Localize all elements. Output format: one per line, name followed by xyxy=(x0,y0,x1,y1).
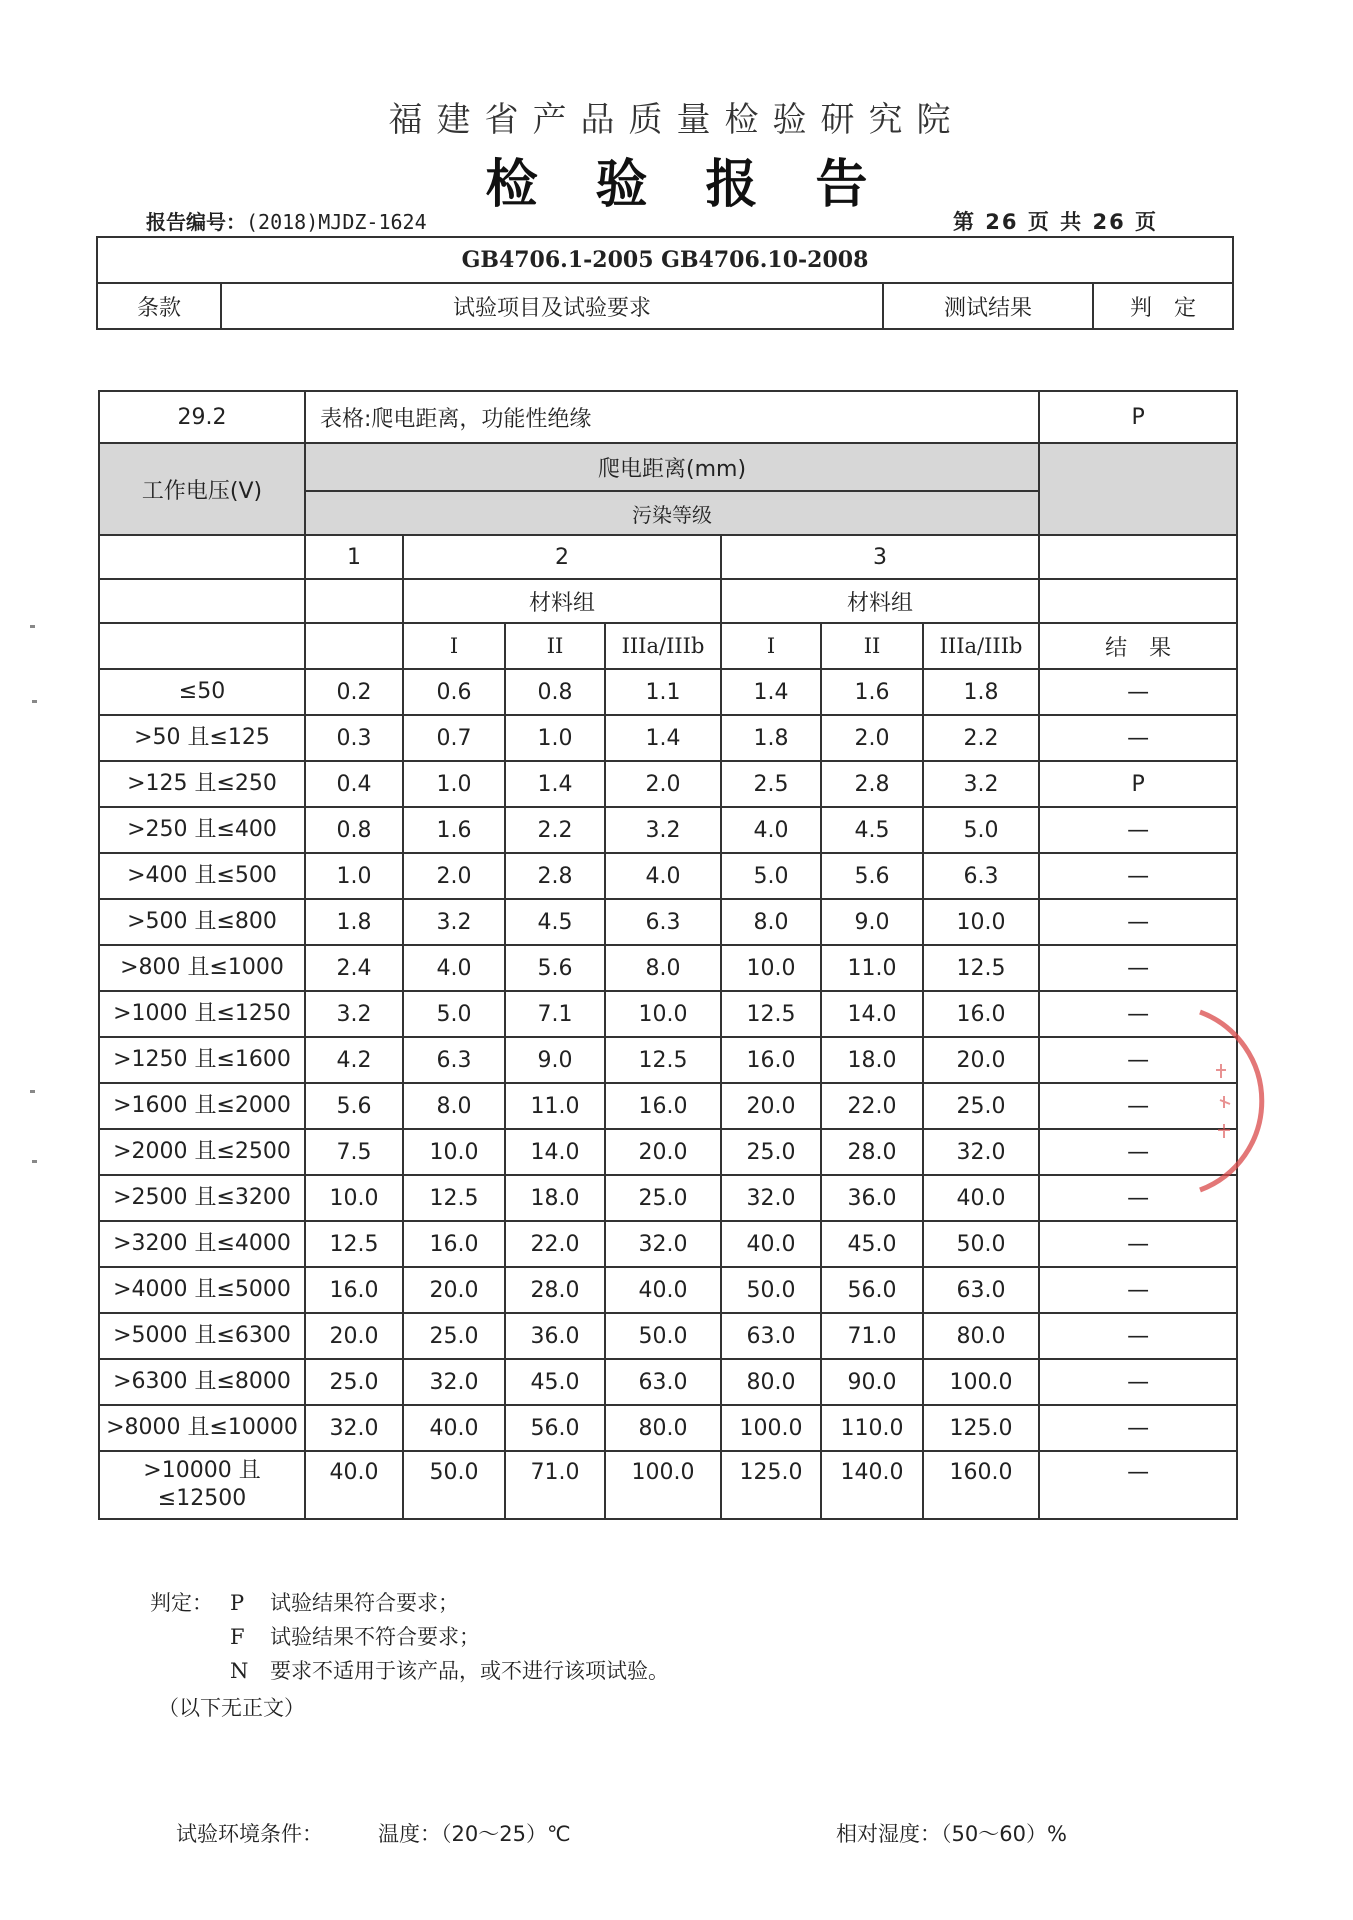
creepage-value: 1.0 xyxy=(305,853,403,899)
creepage-value: 12.5 xyxy=(403,1175,505,1221)
voltage-range: >2500 且≤3200 xyxy=(99,1175,305,1221)
creepage-value: 56.0 xyxy=(821,1267,923,1313)
creepage-value: 40.0 xyxy=(305,1451,403,1519)
row-result: — xyxy=(1039,1313,1237,1359)
creepage-value: 5.6 xyxy=(305,1083,403,1129)
row-result: P xyxy=(1039,761,1237,807)
row-result: — xyxy=(1039,1451,1237,1519)
material-group: II xyxy=(821,623,923,669)
row-result: — xyxy=(1039,1359,1237,1405)
verdict-legend xyxy=(150,1586,669,1688)
creepage-value: 3.2 xyxy=(403,899,505,945)
working-voltage-header: 工作电压(V) xyxy=(99,443,305,535)
creepage-value: 28.0 xyxy=(821,1129,923,1175)
voltage-range: >4000 且≤5000 xyxy=(99,1267,305,1313)
creepage-value: 20.0 xyxy=(605,1129,721,1175)
blank-cell xyxy=(305,579,403,623)
clause-number: 29.2 xyxy=(99,391,305,443)
creepage-value: 4.0 xyxy=(403,945,505,991)
creepage-value: 50.0 xyxy=(403,1451,505,1519)
creepage-value: 0.4 xyxy=(305,761,403,807)
creepage-value: 1.0 xyxy=(403,761,505,807)
voltage-range: >400 且≤500 xyxy=(99,853,305,899)
voltage-range: >10000 且 ≤12500 xyxy=(99,1451,305,1519)
voltage-range: >1600 且≤2000 xyxy=(99,1083,305,1129)
blank-cell xyxy=(1039,535,1237,579)
creepage-value: 45.0 xyxy=(821,1221,923,1267)
table-row xyxy=(99,991,1237,1037)
creepage-value: 1.0 xyxy=(505,715,605,761)
creepage-value: 7.1 xyxy=(505,991,605,1037)
creepage-value: 2.4 xyxy=(305,945,403,991)
creepage-value: 1.4 xyxy=(605,715,721,761)
creepage-value: 3.2 xyxy=(605,807,721,853)
col-clause: 条款 xyxy=(97,283,221,329)
material-group: IIIa/IIIb xyxy=(605,623,721,669)
creepage-value: 63.0 xyxy=(721,1313,821,1359)
creepage-value: 40.0 xyxy=(403,1405,505,1451)
creepage-value: 12.5 xyxy=(605,1037,721,1083)
creepage-value: 10.0 xyxy=(923,899,1039,945)
row-result: — xyxy=(1039,1221,1237,1267)
creepage-value: 1.4 xyxy=(505,761,605,807)
table-row xyxy=(99,715,1237,761)
creepage-value: 2.0 xyxy=(821,715,923,761)
creepage-value: 0.6 xyxy=(403,669,505,715)
creepage-value: 1.8 xyxy=(305,899,403,945)
material-group-label: 材料组 xyxy=(721,579,1039,623)
table-row xyxy=(99,853,1237,899)
standard-number: GB4706.1-2005 GB4706.10-2008 xyxy=(97,237,1233,283)
table-row xyxy=(99,1359,1237,1405)
voltage-range: >800 且≤1000 xyxy=(99,945,305,991)
environment-label: 试验环境条件： xyxy=(176,1822,323,1846)
creepage-value: 6.3 xyxy=(923,853,1039,899)
scan-speck xyxy=(32,700,37,703)
creepage-value: 2.5 xyxy=(721,761,821,807)
creepage-value: 3.2 xyxy=(305,991,403,1037)
creepage-value: 18.0 xyxy=(505,1175,605,1221)
creepage-value: 50.0 xyxy=(605,1313,721,1359)
creepage-value: 25.0 xyxy=(721,1129,821,1175)
creepage-value: 20.0 xyxy=(305,1313,403,1359)
pollution-level-3: 3 xyxy=(721,535,1039,579)
shaded-blank xyxy=(1039,443,1237,535)
voltage-range: >500 且≤800 xyxy=(99,899,305,945)
creepage-value: 50.0 xyxy=(923,1221,1039,1267)
creepage-value: 50.0 xyxy=(721,1267,821,1313)
pollution-degree-header: 污染等级 xyxy=(305,491,1039,535)
row-result: — xyxy=(1039,669,1237,715)
report-title: 检验报告 xyxy=(485,155,926,215)
creepage-value: 36.0 xyxy=(821,1175,923,1221)
voltage-range: ≤50 xyxy=(99,669,305,715)
legend-text: 试验结果不符合要求； xyxy=(270,1625,480,1649)
voltage-range: >8000 且≤10000 xyxy=(99,1405,305,1451)
blank-cell xyxy=(1039,579,1237,623)
report-number xyxy=(146,206,427,235)
legend-code: F xyxy=(230,1625,245,1649)
creepage-value: 11.0 xyxy=(505,1083,605,1129)
creepage-value: 1.1 xyxy=(605,669,721,715)
creepage-value: 28.0 xyxy=(505,1267,605,1313)
creepage-value: 0.3 xyxy=(305,715,403,761)
row-result: — xyxy=(1039,1083,1237,1129)
blank-cell xyxy=(99,535,305,579)
creepage-value: 56.0 xyxy=(505,1405,605,1451)
creepage-value: 2.2 xyxy=(923,715,1039,761)
table-row xyxy=(99,945,1237,991)
creepage-value: 8.0 xyxy=(605,945,721,991)
material-group-label: 材料组 xyxy=(403,579,721,623)
creepage-value: 32.0 xyxy=(721,1175,821,1221)
report-number-value: (2018)MJDZ-1624 xyxy=(246,210,427,234)
creepage-value: 100.0 xyxy=(605,1451,721,1519)
scan-speck xyxy=(32,1160,37,1163)
voltage-range: >1250 且≤1600 xyxy=(99,1037,305,1083)
creepage-value: 125.0 xyxy=(923,1405,1039,1451)
row-result: — xyxy=(1039,1405,1237,1451)
creepage-value: 11.0 xyxy=(821,945,923,991)
creepage-value: 63.0 xyxy=(605,1359,721,1405)
creepage-value: 80.0 xyxy=(721,1359,821,1405)
page-info: 第 26 页 共 26 页 xyxy=(952,210,1158,234)
row-result: — xyxy=(1039,1175,1237,1221)
creepage-value: 71.0 xyxy=(505,1451,605,1519)
blank-cell xyxy=(99,579,305,623)
material-group: I xyxy=(403,623,505,669)
scan-speck xyxy=(30,625,35,628)
creepage-value: 1.6 xyxy=(403,807,505,853)
creepage-value: 10.0 xyxy=(403,1129,505,1175)
humidity-range: 相对湿度：（50～60）% xyxy=(836,1822,1067,1846)
pollution-level-2: 2 xyxy=(403,535,721,579)
creepage-value: 1.8 xyxy=(721,715,821,761)
creepage-value: 22.0 xyxy=(821,1083,923,1129)
table-row xyxy=(99,1313,1237,1359)
creepage-value: 25.0 xyxy=(403,1313,505,1359)
row-result: — xyxy=(1039,945,1237,991)
creepage-value: 110.0 xyxy=(821,1405,923,1451)
legend-text: 要求不适用于该产品，或不进行该项试验。 xyxy=(270,1659,669,1683)
voltage-range: >2000 且≤2500 xyxy=(99,1129,305,1175)
creepage-value: 40.0 xyxy=(721,1221,821,1267)
creepage-value: 16.0 xyxy=(403,1221,505,1267)
scan-speck xyxy=(30,1090,35,1093)
temperature-range: 温度：（20～25）℃ xyxy=(378,1822,571,1846)
legend-code: P xyxy=(230,1591,245,1615)
creepage-value: 2.0 xyxy=(403,853,505,899)
blank-cell xyxy=(305,623,403,669)
legend-label: 判定： xyxy=(150,1591,213,1615)
creepage-value: 4.5 xyxy=(505,899,605,945)
legend-row xyxy=(150,1620,669,1654)
creepage-value: 4.0 xyxy=(605,853,721,899)
voltage-range: >1000 且≤1250 xyxy=(99,991,305,1037)
creepage-value: 6.3 xyxy=(403,1037,505,1083)
table-row xyxy=(99,1083,1237,1129)
creepage-value: 16.0 xyxy=(923,991,1039,1037)
row-result: — xyxy=(1039,853,1237,899)
row-result: — xyxy=(1039,715,1237,761)
creepage-value: 20.0 xyxy=(721,1083,821,1129)
col-verdict: 判 定 xyxy=(1093,283,1233,329)
creepage-value: 40.0 xyxy=(605,1267,721,1313)
voltage-range: >3200 且≤4000 xyxy=(99,1221,305,1267)
row-result: — xyxy=(1039,899,1237,945)
creepage-value: 25.0 xyxy=(923,1083,1039,1129)
creepage-value: 5.6 xyxy=(821,853,923,899)
report-number-label: 报告编号： xyxy=(146,210,246,234)
creepage-value: 1.8 xyxy=(923,669,1039,715)
row-result: — xyxy=(1039,1037,1237,1083)
material-group: I xyxy=(721,623,821,669)
table-title: 表格:爬电距离，功能性绝缘 xyxy=(305,391,1039,443)
creepage-value: 9.0 xyxy=(505,1037,605,1083)
table-row xyxy=(99,1267,1237,1313)
creepage-value: 2.0 xyxy=(605,761,721,807)
row-result: — xyxy=(1039,991,1237,1037)
creepage-value: 22.0 xyxy=(505,1221,605,1267)
creepage-value: 0.8 xyxy=(505,669,605,715)
creepage-value: 4.2 xyxy=(305,1037,403,1083)
creepage-value: 90.0 xyxy=(821,1359,923,1405)
data-rows xyxy=(99,669,1237,1519)
creepage-value: 80.0 xyxy=(605,1405,721,1451)
voltage-range: >125 且≤250 xyxy=(99,761,305,807)
table-row xyxy=(99,1405,1237,1451)
creepage-value: 1.4 xyxy=(721,669,821,715)
creepage-value: 16.0 xyxy=(721,1037,821,1083)
header-table xyxy=(96,236,1234,330)
table-row xyxy=(99,1037,1237,1083)
creepage-value: 10.0 xyxy=(305,1175,403,1221)
creepage-value: 0.2 xyxy=(305,669,403,715)
creepage-value: 100.0 xyxy=(721,1405,821,1451)
legend-row xyxy=(150,1586,669,1620)
creepage-value: 140.0 xyxy=(821,1451,923,1519)
creepage-value: 125.0 xyxy=(721,1451,821,1519)
creepage-value: 8.0 xyxy=(403,1083,505,1129)
row-result: — xyxy=(1039,807,1237,853)
material-group: IIIa/IIIb xyxy=(923,623,1039,669)
creepage-value: 160.0 xyxy=(923,1451,1039,1519)
table-verdict: P xyxy=(1039,391,1237,443)
creepage-value: 18.0 xyxy=(821,1037,923,1083)
creepage-value: 5.0 xyxy=(923,807,1039,853)
col-items: 试验项目及试验要求 xyxy=(221,283,883,329)
creepage-value: 12.5 xyxy=(721,991,821,1037)
inspection-stamp xyxy=(1180,1000,1300,1200)
creepage-value: 12.5 xyxy=(923,945,1039,991)
creepage-value: 5.6 xyxy=(505,945,605,991)
creepage-value: 16.0 xyxy=(305,1267,403,1313)
table-row xyxy=(99,669,1237,715)
creepage-value: 32.0 xyxy=(923,1129,1039,1175)
creepage-value: 2.8 xyxy=(821,761,923,807)
pollution-level-1: 1 xyxy=(305,535,403,579)
creepage-value: 0.8 xyxy=(305,807,403,853)
table-row xyxy=(99,807,1237,853)
creepage-value: 7.5 xyxy=(305,1129,403,1175)
legend-row xyxy=(150,1654,669,1688)
voltage-range: >5000 且≤6300 xyxy=(99,1313,305,1359)
creepage-value: 32.0 xyxy=(605,1221,721,1267)
creepage-value: 0.7 xyxy=(403,715,505,761)
end-of-text-note: （以下无正文） xyxy=(158,1696,305,1720)
row-result: — xyxy=(1039,1129,1237,1175)
result-header: 结 果 xyxy=(1039,623,1237,669)
voltage-range: >6300 且≤8000 xyxy=(99,1359,305,1405)
voltage-range: >50 且≤125 xyxy=(99,715,305,761)
creepage-value: 71.0 xyxy=(821,1313,923,1359)
creepage-value: 63.0 xyxy=(923,1267,1039,1313)
creepage-header: 爬电距离(mm) xyxy=(305,443,1039,491)
creepage-value: 6.3 xyxy=(605,899,721,945)
creepage-table xyxy=(98,390,1238,1520)
creepage-value: 2.8 xyxy=(505,853,605,899)
row-result: — xyxy=(1039,1267,1237,1313)
table-row xyxy=(99,1175,1237,1221)
material-group: II xyxy=(505,623,605,669)
creepage-value: 8.0 xyxy=(721,899,821,945)
creepage-value: 10.0 xyxy=(721,945,821,991)
creepage-value: 80.0 xyxy=(923,1313,1039,1359)
creepage-value: 45.0 xyxy=(505,1359,605,1405)
table-row xyxy=(99,1129,1237,1175)
creepage-value: 100.0 xyxy=(923,1359,1039,1405)
creepage-value: 25.0 xyxy=(605,1175,721,1221)
voltage-range: >250 且≤400 xyxy=(99,807,305,853)
blank-cell xyxy=(99,623,305,669)
creepage-value: 3.2 xyxy=(923,761,1039,807)
creepage-value: 36.0 xyxy=(505,1313,605,1359)
creepage-value: 1.6 xyxy=(821,669,923,715)
creepage-value: 14.0 xyxy=(821,991,923,1037)
creepage-value: 9.0 xyxy=(821,899,923,945)
legend-code: N xyxy=(230,1659,249,1683)
table-row xyxy=(99,761,1237,807)
creepage-value: 12.5 xyxy=(305,1221,403,1267)
creepage-value: 5.0 xyxy=(721,853,821,899)
creepage-value: 2.2 xyxy=(505,807,605,853)
creepage-value: 5.0 xyxy=(403,991,505,1037)
creepage-value: 14.0 xyxy=(505,1129,605,1175)
creepage-value: 32.0 xyxy=(403,1359,505,1405)
creepage-value: 4.0 xyxy=(721,807,821,853)
creepage-value: 32.0 xyxy=(305,1405,403,1451)
creepage-value: 4.5 xyxy=(821,807,923,853)
table-row xyxy=(99,899,1237,945)
creepage-value: 20.0 xyxy=(403,1267,505,1313)
institute-name: 福建省产品质量检验研究院 xyxy=(388,100,965,140)
col-result: 测试结果 xyxy=(883,283,1093,329)
creepage-value: 20.0 xyxy=(923,1037,1039,1083)
creepage-value: 25.0 xyxy=(305,1359,403,1405)
creepage-value: 16.0 xyxy=(605,1083,721,1129)
table-row xyxy=(99,1221,1237,1267)
legend-text: 试验结果符合要求； xyxy=(270,1591,459,1615)
creepage-value: 10.0 xyxy=(605,991,721,1037)
table-row xyxy=(99,1451,1237,1519)
creepage-value: 40.0 xyxy=(923,1175,1039,1221)
